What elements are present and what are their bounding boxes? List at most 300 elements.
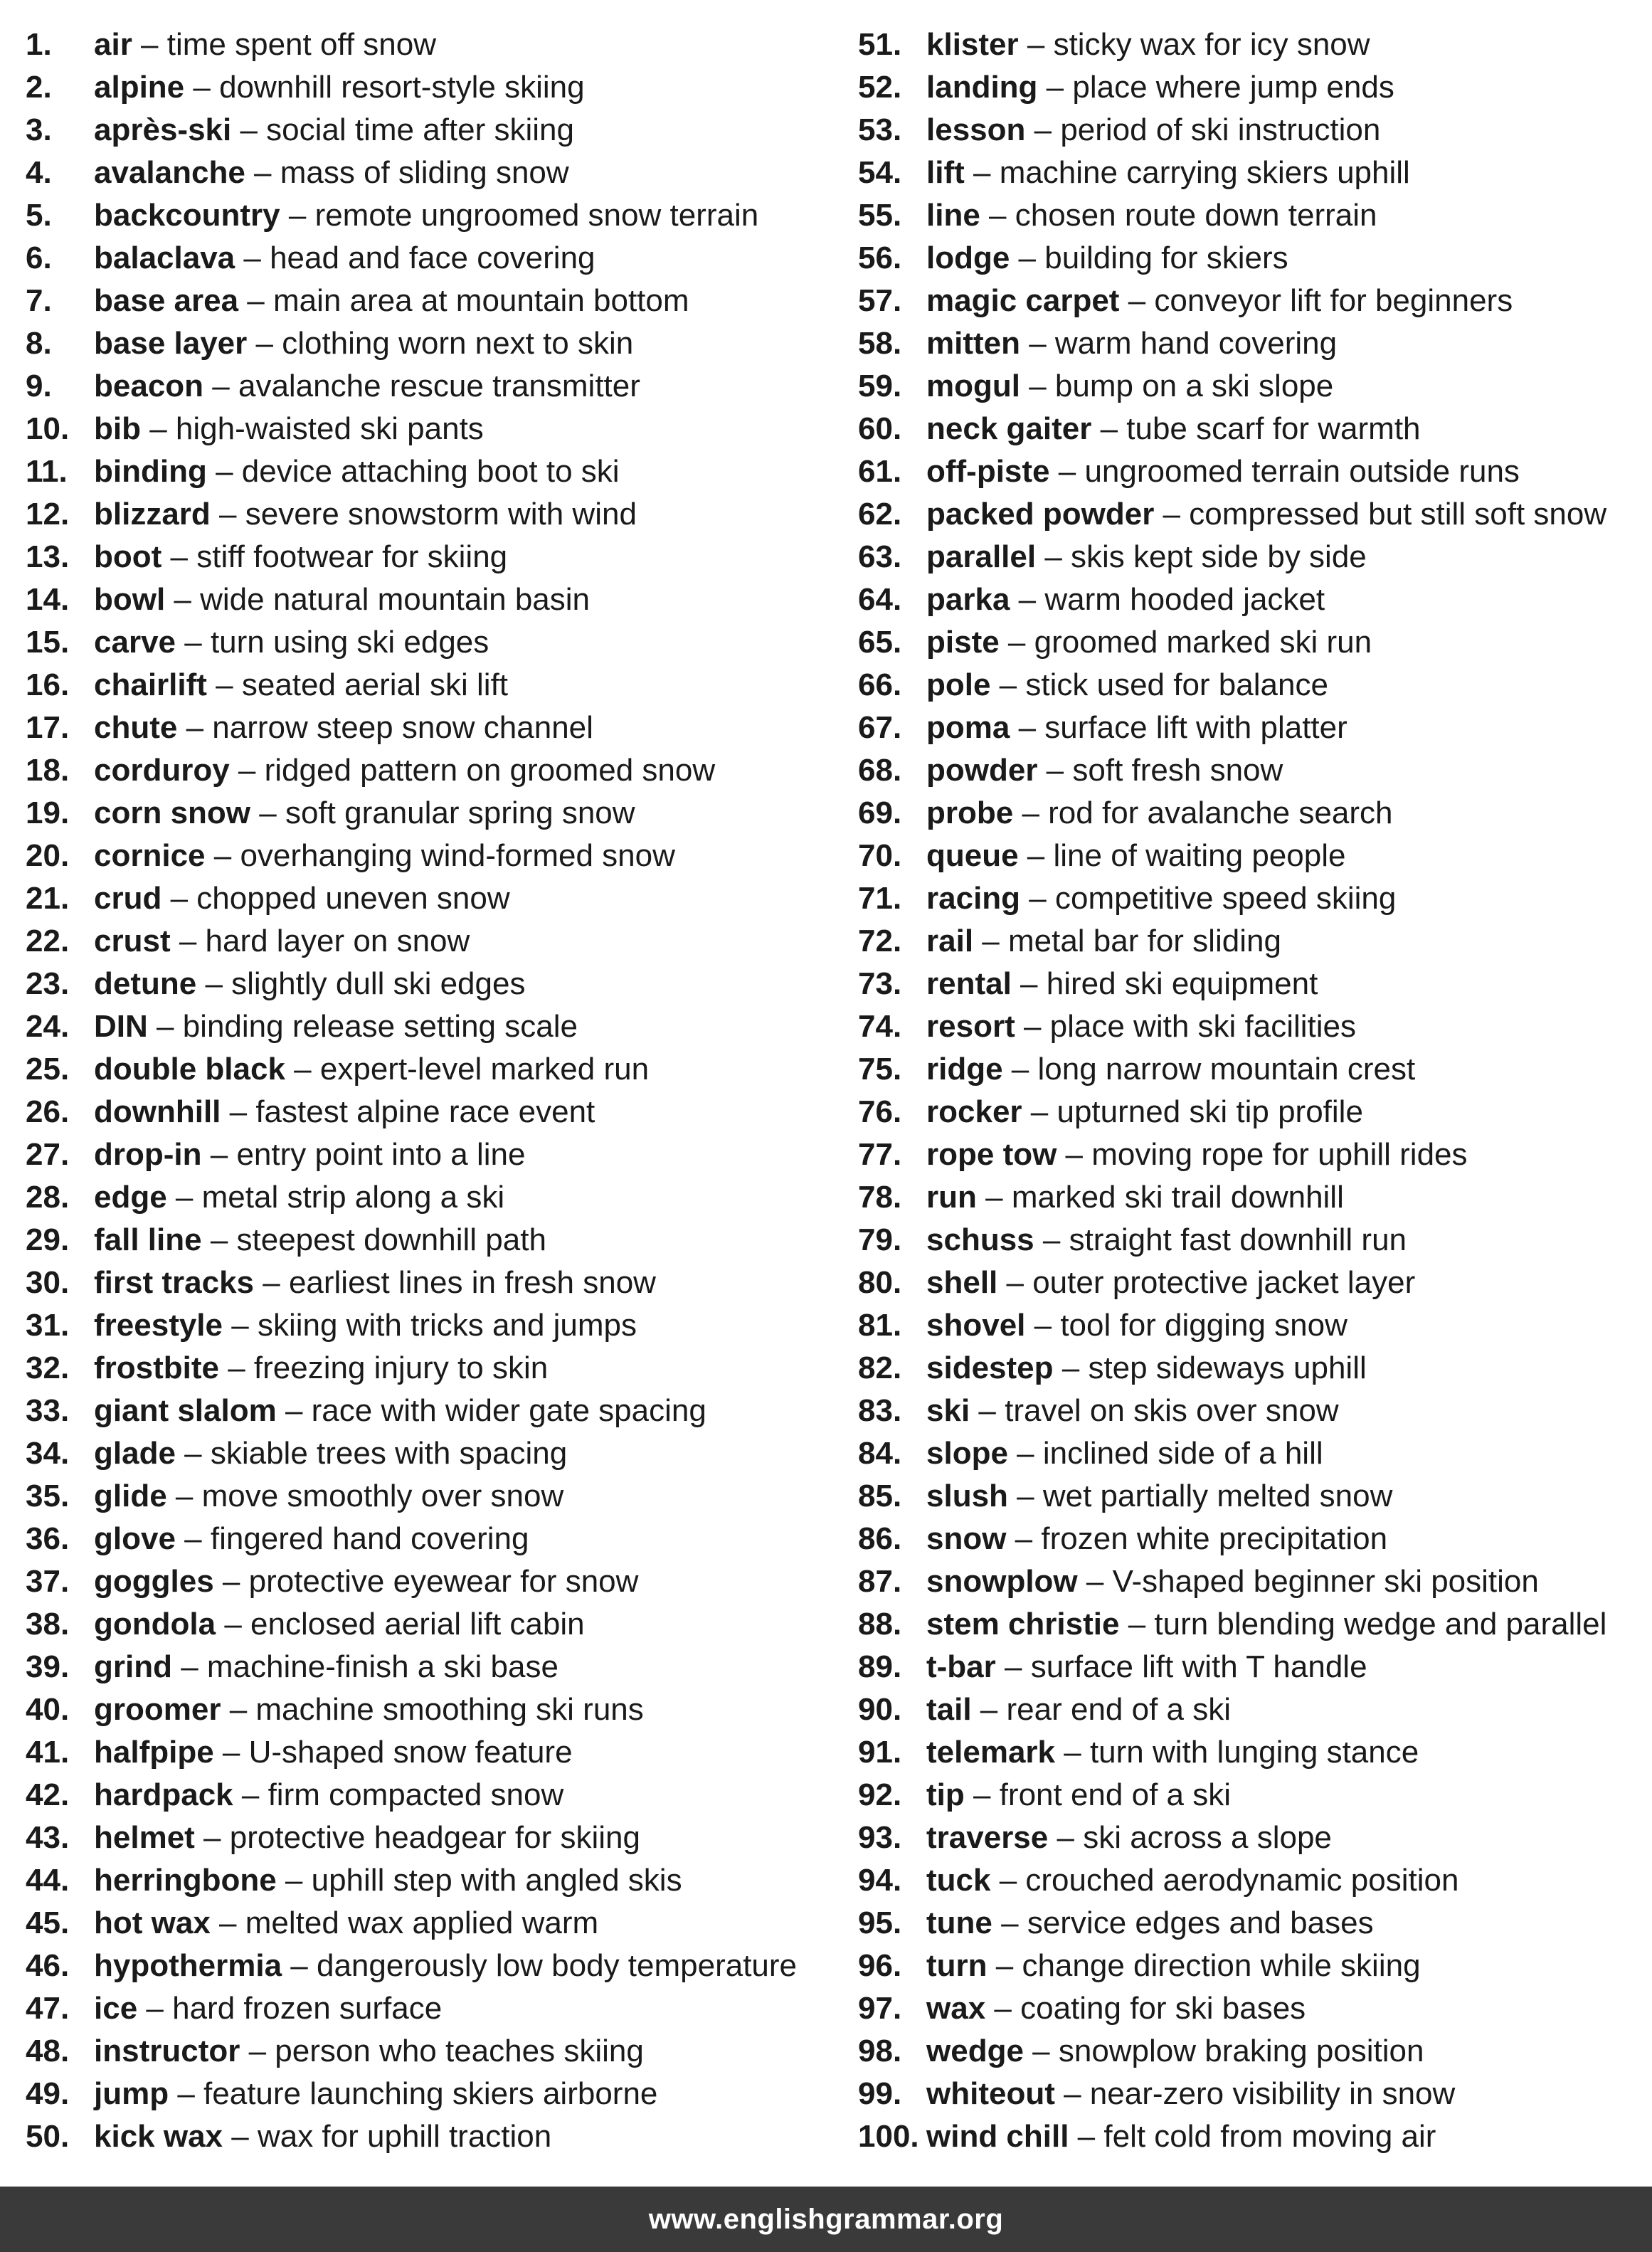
- entry-definition: building for skiers: [1044, 240, 1288, 275]
- entry-term: corn snow: [94, 795, 251, 830]
- entry-definition: turn with lunging stance: [1089, 1735, 1419, 1770]
- entry-definition: rear end of a ski: [1006, 1692, 1231, 1727]
- entry-definition: race with wider gate spacing: [311, 1393, 706, 1428]
- entry-number: 87.: [858, 1564, 902, 1599]
- glossary-entry: [858, 493, 1648, 536]
- entry-term: halfpipe: [94, 1735, 214, 1770]
- entry-definition: melted wax applied warm: [245, 1905, 599, 1940]
- glossary-entry: [26, 1603, 844, 1646]
- glossary: [0, 23, 1652, 2154]
- entry-separator: –: [285, 1052, 320, 1087]
- entry-separator: –: [980, 198, 1015, 233]
- entry-number: 28.: [26, 1180, 70, 1215]
- entry-term: slope: [926, 1436, 1008, 1471]
- entry-term: bib: [94, 411, 141, 446]
- entry-separator: –: [1025, 1308, 1061, 1343]
- entry-definition: enclosed aerial lift cabin: [250, 1607, 585, 1642]
- glossary-entry: [26, 1133, 844, 1176]
- entry-number: 97.: [858, 1991, 902, 2026]
- entry-number: 67.: [858, 710, 902, 745]
- entry-term: glove: [94, 1521, 176, 1556]
- entry-definition: turn blending wedge and parallel: [1154, 1607, 1607, 1642]
- entry-number: 86.: [858, 1521, 902, 1556]
- entry-number: 32.: [26, 1350, 70, 1385]
- entry-number: 95.: [858, 1905, 902, 1940]
- entry-term: blizzard: [94, 497, 211, 532]
- entry-number: 30.: [26, 1265, 70, 1300]
- glossary-entry: [26, 1774, 844, 1817]
- entry-separator: –: [238, 283, 273, 318]
- entry-term: mitten: [926, 326, 1020, 361]
- entry-term: racing: [926, 881, 1021, 916]
- entry-number: 25.: [26, 1052, 70, 1087]
- entry-definition: overhanging wind-formed snow: [240, 838, 675, 873]
- glossary-entry: [26, 2030, 844, 2073]
- entry-separator: –: [177, 710, 213, 745]
- entry-separator: –: [1036, 539, 1071, 574]
- entry-term: grind: [94, 1649, 172, 1684]
- entry-separator: –: [1077, 1564, 1113, 1599]
- entry-definition: warm hooded jacket: [1044, 582, 1325, 617]
- entry-term: helmet: [94, 1820, 195, 1855]
- entry-number: 96.: [858, 1948, 902, 1983]
- glossary-entry: [858, 322, 1648, 365]
- entry-number: 54.: [858, 155, 902, 190]
- entry-number: 9.: [26, 369, 52, 403]
- entry-term: rocker: [926, 1094, 1022, 1129]
- entry-term: klister: [926, 27, 1019, 62]
- entry-separator: –: [171, 1649, 207, 1684]
- entry-separator: –: [1002, 1052, 1038, 1087]
- entry-definition: near-zero visibility in snow: [1089, 2076, 1456, 2111]
- entry-definition: groomed marked ski run: [1034, 625, 1372, 660]
- entry-separator: –: [1053, 1350, 1089, 1385]
- entry-number: 73.: [858, 966, 902, 1001]
- entry-definition: clothing worn next to skin: [282, 326, 634, 361]
- entry-definition: wide natural mountain basin: [200, 582, 591, 617]
- entry-term: ridge: [926, 1052, 1003, 1087]
- entry-definition: slightly dull ski edges: [231, 966, 526, 1001]
- entry-definition: inclined side of a hill: [1042, 1436, 1323, 1471]
- entry-term: telemark: [926, 1735, 1056, 1770]
- entry-term: après-ski: [94, 112, 232, 147]
- entry-definition: frozen white precipitation: [1041, 1521, 1388, 1556]
- entry-term: backcountry: [94, 198, 280, 233]
- entry-number: 71.: [858, 881, 902, 916]
- glossary-entry: [26, 1817, 844, 1859]
- entry-separator: –: [970, 1393, 1005, 1428]
- entry-separator: –: [1006, 1521, 1042, 1556]
- entry-separator: –: [1057, 1137, 1092, 1172]
- entry-term: boot: [94, 539, 162, 574]
- entry-term: hot wax: [94, 1905, 211, 1940]
- entry-separator: –: [1119, 283, 1155, 318]
- entry-definition: uphill step with angled skis: [311, 1863, 682, 1898]
- entry-separator: –: [971, 1692, 1007, 1727]
- entry-definition: head and face covering: [270, 240, 595, 275]
- glossary-entry: [858, 2073, 1648, 2115]
- entry-definition: device attaching boot to ski: [241, 454, 620, 489]
- entry-separator: –: [990, 667, 1026, 702]
- entry-term: herringbone: [94, 1863, 277, 1898]
- glossary-entry: [26, 2073, 844, 2115]
- entry-number: 79.: [858, 1222, 902, 1257]
- entry-separator: –: [196, 966, 232, 1001]
- entry-number: 3.: [26, 112, 52, 147]
- entry-separator: –: [1119, 1607, 1155, 1642]
- entry-definition: remote ungroomed snow terrain: [314, 198, 759, 233]
- glossary-entry: [858, 1731, 1648, 1774]
- glossary-entry: [26, 152, 844, 194]
- entry-separator: –: [1011, 966, 1047, 1001]
- entry-number: 17.: [26, 710, 70, 745]
- entry-number: 36.: [26, 1521, 70, 1556]
- glossary-entry: [26, 664, 844, 707]
- entry-separator: –: [1034, 1222, 1069, 1257]
- entry-definition: tool for digging snow: [1060, 1308, 1347, 1343]
- glossary-entry: [858, 23, 1648, 66]
- entry-separator: –: [1013, 795, 1049, 830]
- glossary-entry: [858, 1902, 1648, 1945]
- entry-term: beacon: [94, 369, 204, 403]
- entry-term: alpine: [94, 70, 185, 105]
- entry-number: 90.: [858, 1692, 902, 1727]
- glossary-entry: [26, 1859, 844, 1902]
- entry-definition: line of waiting people: [1053, 838, 1346, 873]
- entry-term: wax: [926, 1991, 986, 2026]
- entry-number: 80.: [858, 1265, 902, 1300]
- entry-separator: –: [1007, 1479, 1043, 1513]
- entry-separator: –: [276, 1863, 312, 1898]
- entry-separator: –: [1018, 838, 1054, 873]
- entry-separator: –: [216, 1607, 251, 1642]
- entry-term: tip: [926, 1777, 965, 1812]
- entry-separator: –: [240, 2034, 275, 2068]
- entry-number: 2.: [26, 70, 52, 105]
- entry-definition: narrow steep snow channel: [212, 710, 593, 745]
- entry-definition: social time after skiing: [266, 112, 574, 147]
- entry-definition: high-waisted ski pants: [175, 411, 484, 446]
- glossary-entry: [858, 66, 1648, 109]
- entry-number: 43.: [26, 1820, 70, 1855]
- entry-separator: –: [987, 1948, 1022, 1983]
- entry-definition: sticky wax for icy snow: [1053, 27, 1370, 62]
- glossary-entry: [26, 1560, 844, 1603]
- entry-definition: protective eyewear for snow: [248, 1564, 639, 1599]
- entry-definition: time spent off snow: [166, 27, 437, 62]
- entry-definition: skiable trees with spacing: [210, 1436, 568, 1471]
- entry-definition: chopped uneven snow: [196, 881, 510, 916]
- entry-definition: skis kept side by side: [1071, 539, 1367, 574]
- entry-number: 49.: [26, 2076, 70, 2111]
- entry-definition: protective headgear for skiing: [229, 1820, 640, 1855]
- entry-term: gondola: [94, 1607, 216, 1642]
- entry-number: 91.: [858, 1735, 902, 1770]
- entry-separator: –: [221, 1094, 256, 1129]
- entry-definition: ungroomed terrain outside runs: [1084, 454, 1520, 489]
- entry-definition: surface lift with platter: [1044, 710, 1347, 745]
- glossary-entry: [858, 1646, 1648, 1688]
- glossary-entry: [26, 963, 844, 1005]
- glossary-entry: [858, 280, 1648, 322]
- entry-definition: soft fresh snow: [1072, 753, 1283, 788]
- entry-term: freestyle: [94, 1308, 223, 1343]
- entry-separator: –: [276, 1393, 312, 1428]
- entry-term: kick wax: [94, 2119, 223, 2154]
- entry-definition: mass of sliding snow: [280, 155, 569, 190]
- entry-separator: –: [213, 1735, 249, 1770]
- entry-separator: –: [976, 1180, 1012, 1215]
- entry-number: 22.: [26, 924, 70, 958]
- entry-separator: –: [165, 582, 201, 617]
- entry-definition: wet partially melted snow: [1042, 1479, 1393, 1513]
- footer-bar: [0, 2187, 1652, 2252]
- entry-separator: –: [1037, 70, 1073, 105]
- entry-term: piste: [926, 625, 1000, 660]
- entry-definition: stick used for balance: [1025, 667, 1328, 702]
- entry-term: DIN: [94, 1009, 148, 1044]
- glossary-entry: [858, 578, 1648, 621]
- entry-separator: –: [221, 1692, 256, 1727]
- entry-term: groomer: [94, 1692, 221, 1727]
- entry-term: frostbite: [94, 1350, 219, 1385]
- entry-separator: –: [201, 1137, 237, 1172]
- glossary-entry: [858, 749, 1648, 792]
- entry-number: 18.: [26, 753, 70, 788]
- entry-term: chairlift: [94, 667, 207, 702]
- entry-term: balaclava: [94, 240, 235, 275]
- entry-separator: –: [223, 1308, 258, 1343]
- entry-term: off-piste: [926, 454, 1050, 489]
- entry-number: 60.: [858, 411, 902, 446]
- entry-definition: conveyor lift for beginners: [1154, 283, 1513, 318]
- entry-number: 37.: [26, 1564, 70, 1599]
- entry-number: 20.: [26, 838, 70, 873]
- entry-definition: warm hand covering: [1054, 326, 1338, 361]
- entry-separator: –: [175, 1521, 211, 1556]
- entry-definition: stiff footwear for skiing: [196, 539, 508, 574]
- entry-number: 24.: [26, 1009, 70, 1044]
- entry-number: 15.: [26, 625, 70, 660]
- entry-definition: place with ski facilities: [1049, 1009, 1357, 1044]
- entry-term: turn: [926, 1948, 988, 1983]
- entry-separator: –: [203, 369, 238, 403]
- entry-separator: –: [169, 2076, 204, 2111]
- entry-term: glide: [94, 1479, 167, 1513]
- entry-number: 35.: [26, 1479, 70, 1513]
- glossary-entry: [858, 1048, 1648, 1091]
- entry-separator: –: [140, 411, 176, 446]
- entry-term: queue: [926, 838, 1019, 873]
- glossary-entry: [26, 109, 844, 152]
- entry-definition: fingered hand covering: [210, 1521, 529, 1556]
- glossary-entry: [26, 1902, 844, 1945]
- glossary-entry: [26, 1731, 844, 1774]
- entry-separator: –: [1020, 326, 1055, 361]
- entry-number: 93.: [858, 1820, 902, 1855]
- glossary-entry: [26, 66, 844, 109]
- entry-definition: tube scarf for warmth: [1126, 411, 1421, 446]
- entry-number: 13.: [26, 539, 70, 574]
- entry-separator: –: [1055, 1735, 1090, 1770]
- glossary-entry: [26, 408, 844, 450]
- entry-separator: –: [973, 924, 1008, 958]
- glossary-entry: [858, 1304, 1648, 1347]
- entry-term: neck gaiter: [926, 411, 1092, 446]
- entry-term: shovel: [926, 1308, 1026, 1343]
- entry-number: 21.: [26, 881, 70, 916]
- entry-number: 34.: [26, 1436, 70, 1471]
- glossary-entry: [858, 1560, 1648, 1603]
- glossary-entry: [26, 1219, 844, 1262]
- glossary-entry: [858, 109, 1648, 152]
- glossary-entry: [26, 1945, 844, 1987]
- entry-term: base layer: [94, 326, 248, 361]
- entry-number: 45.: [26, 1905, 70, 1940]
- entry-definition: step sideways uphill: [1088, 1350, 1367, 1385]
- entry-term: bowl: [94, 582, 166, 617]
- glossary-entry: [26, 1646, 844, 1688]
- entry-term: snowplow: [926, 1564, 1078, 1599]
- glossary-entry: [858, 408, 1648, 450]
- entry-term: lesson: [926, 112, 1026, 147]
- entry-number: 48.: [26, 2034, 70, 2068]
- glossary-entry: [858, 1005, 1648, 1048]
- entry-term: whiteout: [926, 2076, 1055, 2111]
- footer-url[interactable]: www.englishgrammar.org: [648, 2203, 1004, 2235]
- glossary-entry: [26, 1518, 844, 1560]
- entry-separator: –: [1154, 497, 1190, 532]
- entry-definition: marked ski trail downhill: [1011, 1180, 1344, 1215]
- glossary-entry: [26, 493, 844, 536]
- entry-number: 99.: [858, 2076, 902, 2111]
- entry-number: 66.: [858, 667, 902, 702]
- entry-definition: U-shaped snow feature: [248, 1735, 573, 1770]
- entry-separator: –: [229, 753, 265, 788]
- entry-term: parallel: [926, 539, 1037, 574]
- entry-separator: –: [1018, 27, 1054, 62]
- entry-term: schuss: [926, 1222, 1034, 1257]
- glossary-entry: [26, 536, 844, 578]
- entry-term: hypothermia: [94, 1948, 282, 1983]
- entry-separator: –: [1091, 411, 1127, 446]
- entry-definition: crouched aerodynamic position: [1025, 1863, 1459, 1898]
- entry-term: double black: [94, 1052, 285, 1087]
- entry-separator: –: [210, 1905, 245, 1940]
- entry-definition: compressed but still soft snow: [1189, 497, 1607, 532]
- entry-number: 68.: [858, 753, 902, 788]
- entry-term: shell: [926, 1265, 998, 1300]
- entry-definition: upturned ski tip profile: [1057, 1094, 1363, 1129]
- entry-number: 5.: [26, 198, 52, 233]
- entry-term: mogul: [926, 369, 1020, 403]
- entry-definition: metal bar for sliding: [1007, 924, 1281, 958]
- entry-separator: –: [250, 795, 285, 830]
- glossary-entry: [858, 1688, 1648, 1731]
- entry-definition: snowplow braking position: [1058, 2034, 1424, 2068]
- entry-separator: –: [201, 1222, 237, 1257]
- glossary-entry: [858, 536, 1648, 578]
- entry-term: traverse: [926, 1820, 1049, 1855]
- glossary-entry: [26, 621, 844, 664]
- entry-term: glade: [94, 1436, 176, 1471]
- entry-separator: –: [1037, 753, 1073, 788]
- glossary-entry: [26, 237, 844, 280]
- entry-definition: hired ski equipment: [1046, 966, 1318, 1001]
- entry-number: 41.: [26, 1735, 70, 1770]
- glossary-entry: [26, 1987, 844, 2030]
- entry-separator: –: [245, 155, 280, 190]
- entry-separator: –: [170, 924, 206, 958]
- entry-term: tune: [926, 1905, 992, 1940]
- entry-term: sidestep: [926, 1350, 1054, 1385]
- entry-term: air: [94, 27, 132, 62]
- entry-term: base area: [94, 283, 239, 318]
- glossary-entry: [26, 1688, 844, 1731]
- entry-number: 50.: [26, 2119, 70, 2154]
- entry-term: parka: [926, 582, 1010, 617]
- entry-definition: period of ski instruction: [1060, 112, 1381, 147]
- entry-number: 83.: [858, 1393, 902, 1428]
- entry-definition: long narrow mountain crest: [1037, 1052, 1416, 1087]
- entry-separator: –: [247, 326, 282, 361]
- entry-separator: –: [162, 881, 197, 916]
- glossary-entry: [26, 707, 844, 749]
- glossary-entry: [858, 1817, 1648, 1859]
- glossary-entry: [858, 1262, 1648, 1304]
- entry-number: 88.: [858, 1607, 902, 1642]
- glossary-entry: [858, 1987, 1648, 2030]
- entry-term: wind chill: [926, 2119, 1069, 2154]
- entry-separator: –: [206, 667, 242, 702]
- glossary-entry: [858, 792, 1648, 835]
- entry-definition: earliest lines in fresh snow: [288, 1265, 656, 1300]
- entry-definition: outer protective jacket layer: [1032, 1265, 1416, 1300]
- entry-number: 70.: [858, 838, 902, 873]
- glossary-entry: [858, 707, 1648, 749]
- entry-term: downhill: [94, 1094, 221, 1129]
- glossary-entry: [26, 1304, 844, 1347]
- entry-number: 40.: [26, 1692, 70, 1727]
- entry-number: 75.: [858, 1052, 902, 1087]
- entry-number: 58.: [858, 326, 902, 361]
- glossary-entry: [26, 194, 844, 237]
- entry-definition: dangerously low body temperature: [316, 1948, 798, 1983]
- entry-number: 16.: [26, 667, 70, 702]
- entry-definition: rod for avalanche search: [1048, 795, 1393, 830]
- entry-separator: –: [1048, 1820, 1084, 1855]
- entry-definition: turn using ski edges: [210, 625, 489, 660]
- entry-term: instructor: [94, 2034, 240, 2068]
- entry-number: 10.: [26, 411, 70, 446]
- entry-definition: skiing with tricks and jumps: [257, 1308, 637, 1343]
- entry-number: 42.: [26, 1777, 70, 1812]
- entry-term: crust: [94, 924, 171, 958]
- entry-number: 84.: [858, 1436, 902, 1471]
- glossary-entry: [858, 1518, 1648, 1560]
- entry-definition: seated aerial ski lift: [241, 667, 509, 702]
- entry-term: drop-in: [94, 1137, 202, 1172]
- glossary-entry: [26, 23, 844, 66]
- glossary-entry: [26, 1475, 844, 1518]
- entry-number: 63.: [858, 539, 902, 574]
- entry-separator: –: [1049, 454, 1085, 489]
- entry-separator: –: [1025, 112, 1061, 147]
- entry-number: 14.: [26, 582, 70, 617]
- entry-term: line: [926, 198, 980, 233]
- entry-separator: –: [985, 1991, 1021, 2026]
- entry-separator: –: [1020, 881, 1055, 916]
